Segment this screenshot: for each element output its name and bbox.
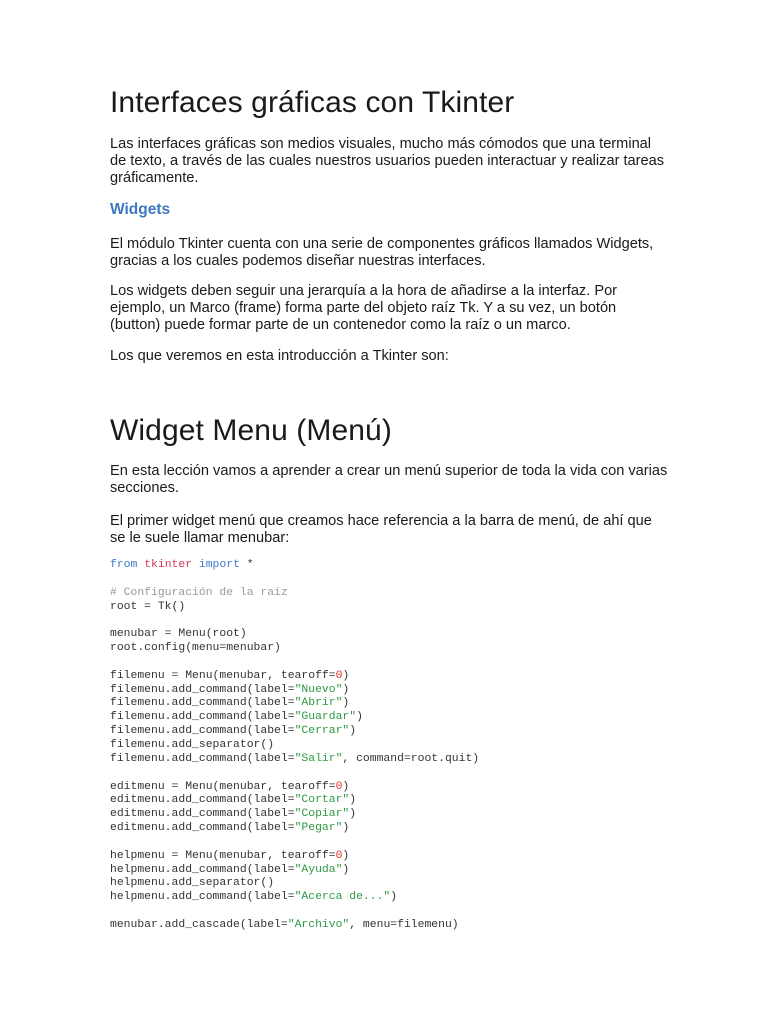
code-line: editmenu.add_command(label="Pegar") (110, 822, 350, 835)
code-line: editmenu = Menu(menubar, tearoff=0) (110, 780, 350, 793)
code-line: root = Tk() (110, 600, 186, 613)
code-line: helpmenu.add_separator() (110, 877, 275, 890)
code-line: editmenu.add_command(label="Cortar") (110, 794, 357, 807)
code-line: filemenu.add_command(label="Nuevo") (110, 683, 350, 696)
code-line: helpmenu.add_command(label="Acerca de...") (110, 891, 398, 904)
page-title: Interfaces gráficas con Tkinter (110, 86, 515, 119)
code-line: filemenu.add_separator() (110, 738, 275, 751)
code-line-import: from tkinter import * (110, 559, 254, 571)
code-line: editmenu.add_command(label="Copiar") (110, 808, 357, 821)
widgets-list-intro: Los que veremos en esta introducción a Tkinter son: (110, 348, 449, 364)
menubar-paragraph: El primer widget menú que creamos hace referencia a la barra de menú, de ahí que se le suele llamar menubar: (110, 513, 652, 547)
code-line: filemenu.add_command(label="Guardar") (110, 711, 363, 724)
code-comment: # Configuración de la raíz (110, 586, 288, 599)
widgets-paragraph: El módulo Tkinter cuenta con una serie de componentes gráficos llamados Widgets, gracias a los cuales podemos diseñar nuestras interfaces. (110, 236, 654, 270)
code-line: filemenu = Menu(menubar, tearoff=0) (110, 669, 350, 682)
code-line: filemenu.add_command(label="Salir", command=root.quit) (110, 752, 480, 765)
menu-intro-paragraph: En esta lección vamos a aprender a crear un menú superior de toda la vida con varias secciones. (110, 463, 668, 497)
code-line: root.config(menu=menubar) (110, 642, 281, 655)
code-block (110, 559, 479, 933)
intro-paragraph: Las interfaces gráficas son medios visuales, mucho más cómodos que una terminal de texto, a través de las cuales nuestros usuarios pueden interactuar y realizar tareas gráficamente. (110, 136, 665, 187)
hierarchy-paragraph: Los widgets deben seguir una jerarquía a la hora de añadirse a la interfaz. Por ejemplo, un Marco (frame) forma parte del objeto raíz Tk. Y a su vez, un botón (button) puede formar parte de un contenedor como la raíz o un marco. (110, 283, 618, 334)
widgets-subheading: Widgets (110, 201, 171, 218)
code-line: helpmenu = Menu(menubar, tearoff=0) (110, 849, 350, 862)
section-title-menu: Widget Menu (Menú) (110, 414, 392, 447)
code-line: menubar.add_cascade(label="Archivo", menu=filemenu) (110, 918, 459, 931)
code-line: filemenu.add_command(label="Cerrar") (110, 725, 357, 738)
code-line: filemenu.add_command(label="Abrir") (110, 697, 350, 710)
code-line: menubar = Menu(root) (110, 628, 247, 641)
code-line: helpmenu.add_command(label="Ayuda") (110, 863, 350, 876)
